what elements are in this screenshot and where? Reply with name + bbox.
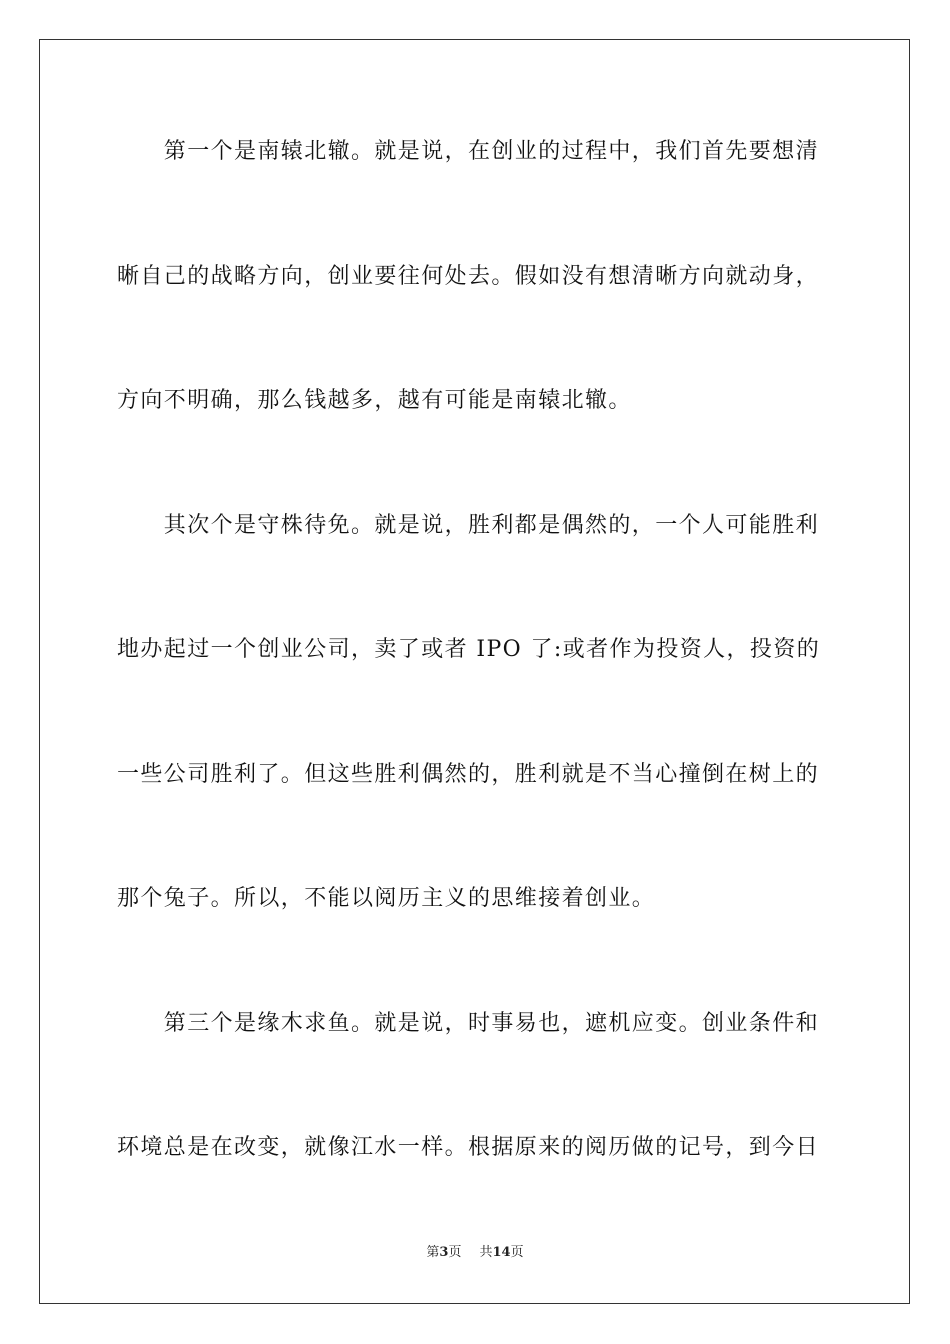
page-border (39, 39, 910, 1304)
page-total-suffix: 页 (510, 1245, 524, 1260)
paragraph-line-7: 那个兔子。所以，不能以阅历主义的思维接着创业。 (117, 886, 656, 911)
paragraph-line-2: 晰自己的战略方向，创业要往何处去。假如没有想清晰方向就动身， (117, 264, 820, 289)
paragraph-line-8: 第三个是缘木求鱼。就是说，时事易也，遮机应变。创业条件和 (117, 1011, 820, 1036)
paragraph-line-6: 一些公司胜利了。但这些胜利偶然的，胜利就是不当心撞倒在树上的 (117, 762, 820, 787)
paragraph-line-9: 环境总是在改变，就像江水一样。根据原来的阅历做的记号，到今日 (117, 1135, 820, 1160)
page-number-prefix: 第 (426, 1245, 440, 1260)
paragraph-line-4: 其次个是守株待免。就是说，胜利都是偶然的，一个人可能胜利 (117, 513, 820, 538)
page-total-count: 14 (492, 1245, 511, 1260)
page-total-prefix: 共 (479, 1245, 493, 1260)
paragraph-line-5: 地办起过一个创业公司，卖了或者 IPO 了:或者作为投资人，投资的 (117, 637, 821, 662)
paragraph-line-3: 方向不明确，那么钱越多，越有可能是南辕北辙。 (117, 388, 632, 413)
page-footer (0, 1244, 950, 1262)
page-number-current: 3 (439, 1245, 449, 1260)
paragraph-line-1: 第一个是南辕北辙。就是说，在创业的过程中，我们首先要想清 (117, 139, 820, 164)
page-number-suffix: 页 (448, 1245, 462, 1260)
